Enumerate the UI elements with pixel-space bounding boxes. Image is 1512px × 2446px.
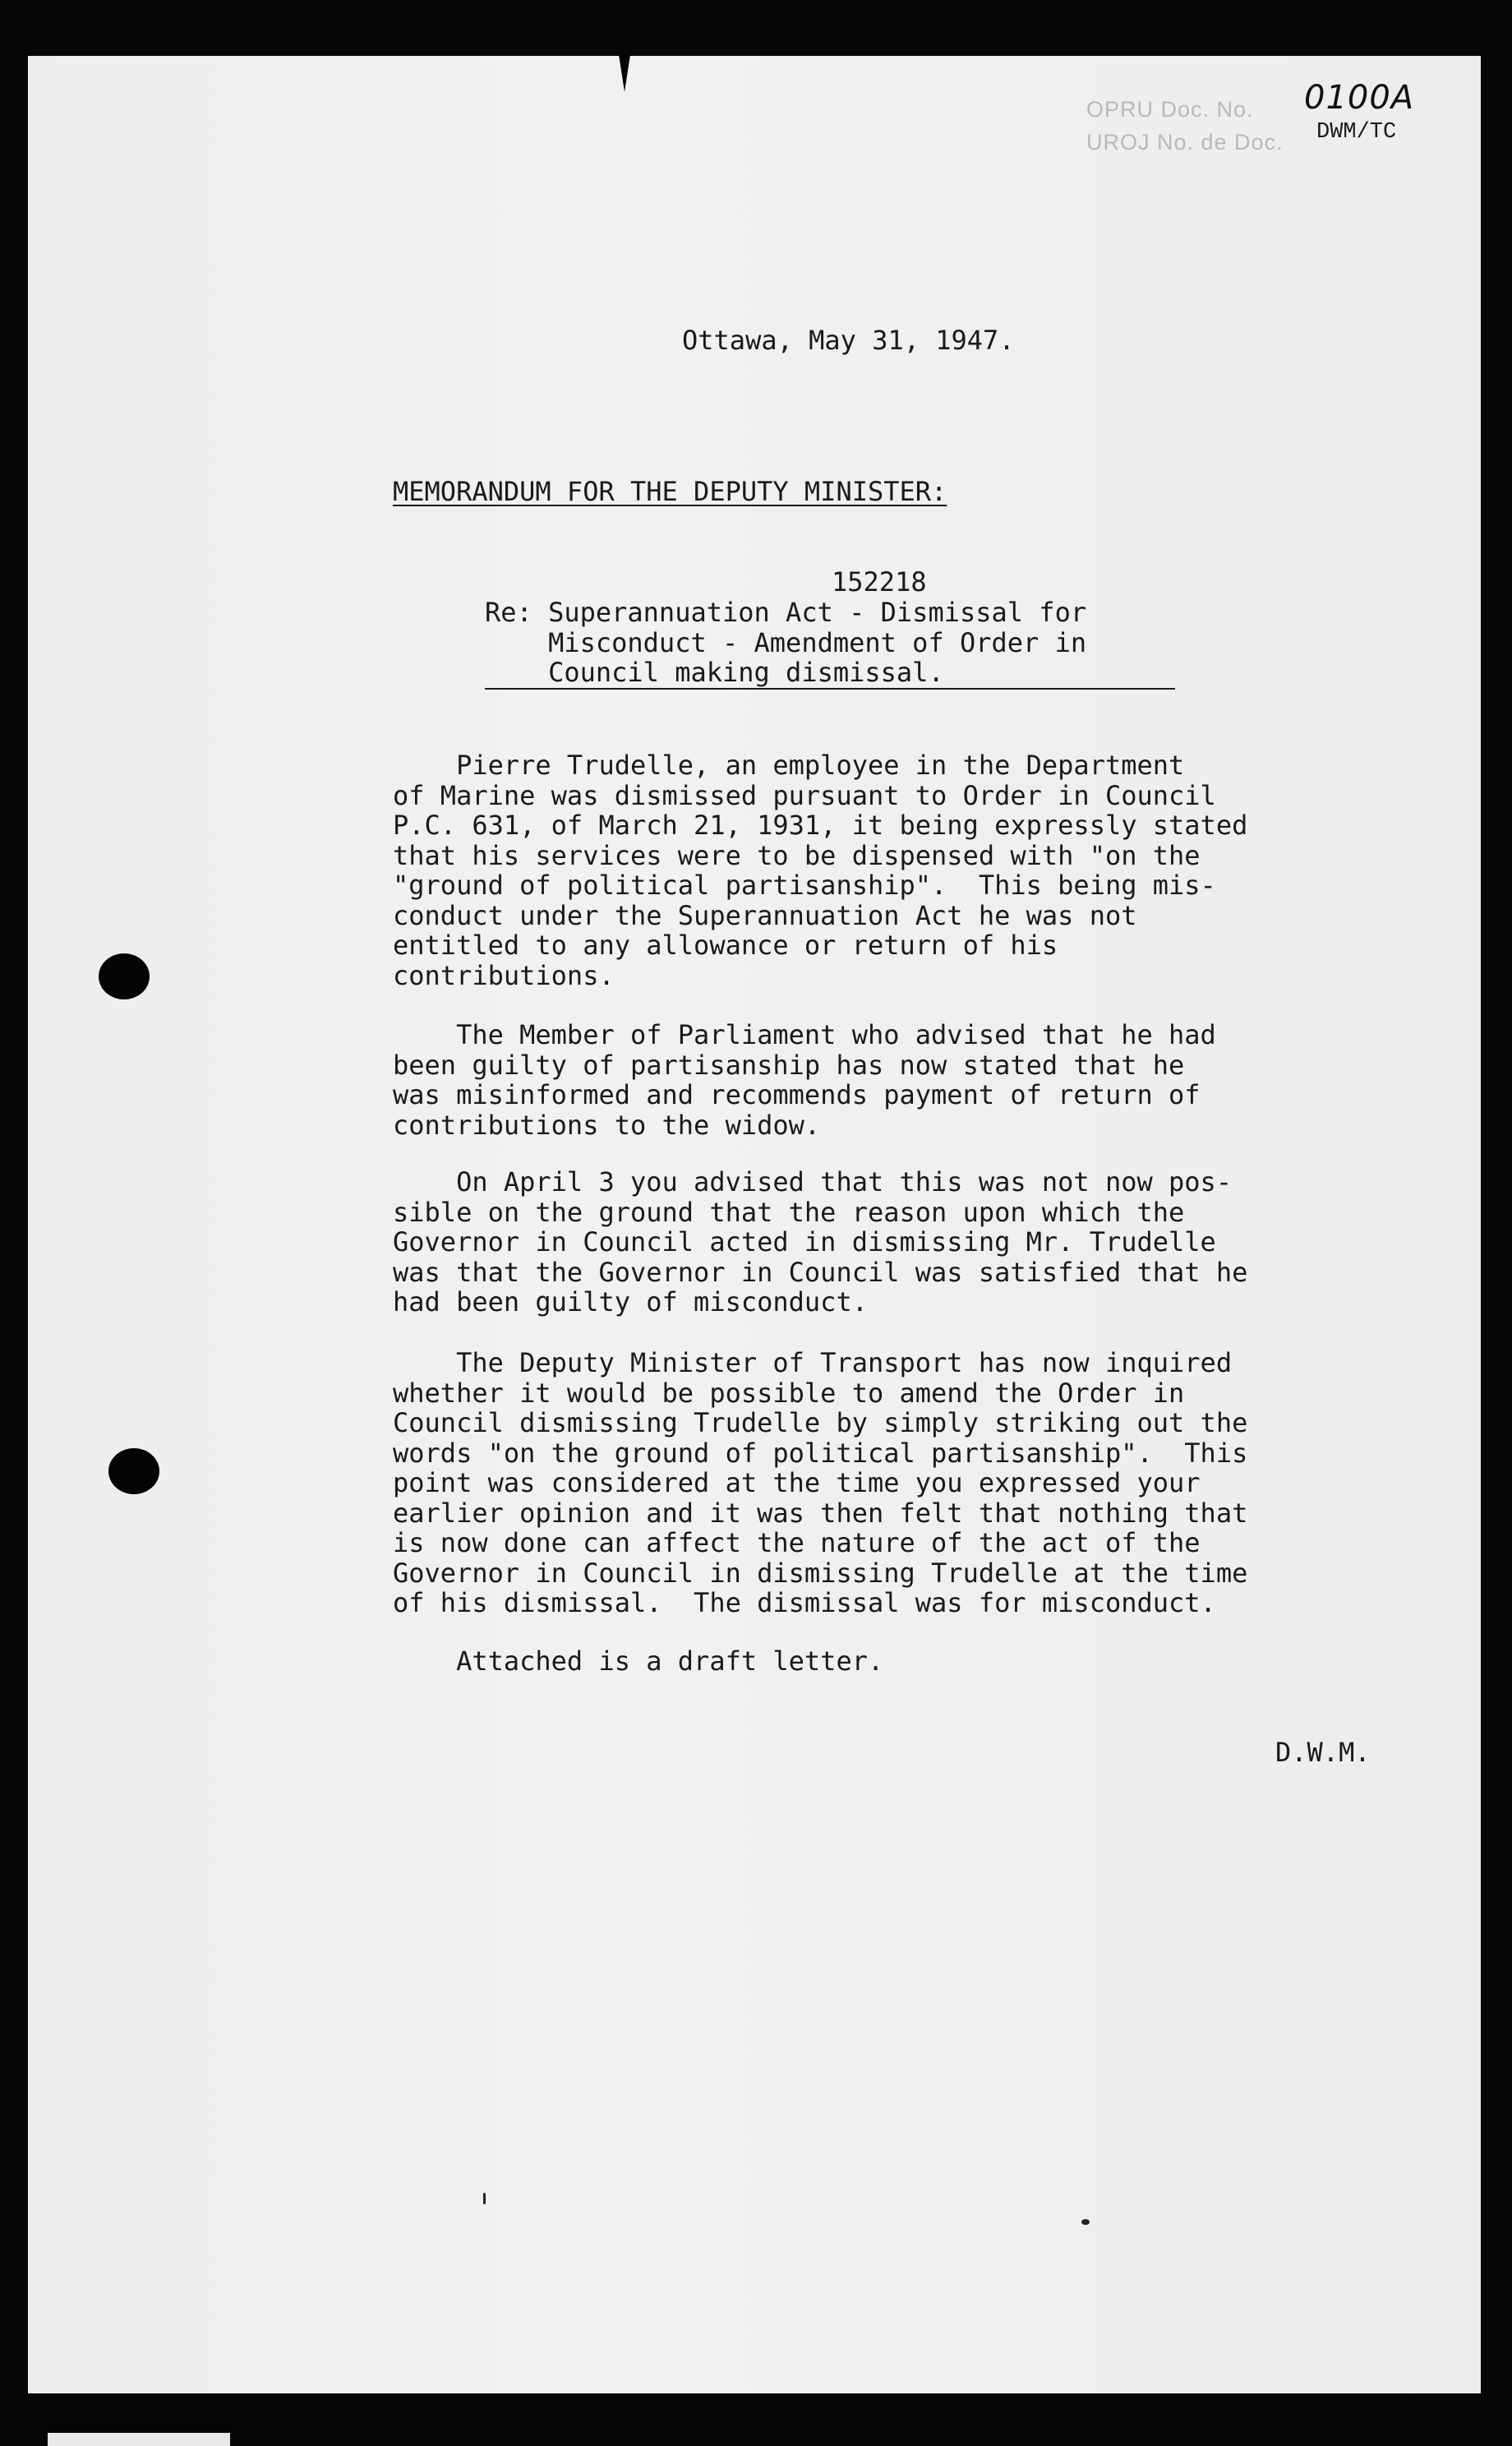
scan-notch bbox=[618, 49, 631, 92]
archive-stamp-line-1: OPRU Doc. No. bbox=[1086, 97, 1254, 122]
paragraph-april-advice: On April 3 you advised that this was not now pos- sible on the ground that the reason upon which the Governor in Council acted in dismissing Mr. Trudelle was that the Governor in Council was satisfied that he had been guilty of misconduct. bbox=[393, 1166, 1248, 1318]
paragraph-dismissal: Pierre Trudelle, an employee in the Department of Marine was dismissed pursuant to Order in Council P.C. 631, of March 21, 1931, it being expressly stated that his services were to be dispensed with "on the "ground of political partisanship". This being mis- conduct under the Superannuation Act he was not entitled to any allowance or return of his contributions. bbox=[393, 750, 1248, 991]
paragraph-member-of-parliament: The Member of Parliament who advised that he had been guilty of partisanship has now stated that he was misinformed and recommends payment of return of contributions to the widow. bbox=[393, 1019, 1216, 1141]
date-line: Ottawa, May 31, 1947. bbox=[682, 325, 1015, 356]
ink-speck bbox=[1081, 2219, 1090, 2225]
archive-stamp-line-2: UROJ No. de Doc. bbox=[1086, 130, 1284, 155]
film-edge-strip bbox=[48, 2433, 230, 2446]
subject-block: Re: Superannuation Act - Dismissal for Misconduct - Amendment of Order in Council making dismissal. bbox=[485, 597, 1087, 688]
handwritten-doc-number: 0100A bbox=[1304, 79, 1415, 117]
reference-code: DWM/TC bbox=[1316, 120, 1397, 145]
punch-hole-lower bbox=[108, 1448, 159, 1494]
memo-heading: MEMORANDUM FOR THE DEPUTY MINISTER: bbox=[393, 476, 947, 507]
file-number: 152218 bbox=[832, 566, 927, 598]
paragraph-attachment: Attached is a draft letter. bbox=[393, 1645, 884, 1677]
ink-speck bbox=[483, 2193, 486, 2204]
signature-initials: D.W.M. bbox=[1275, 1737, 1371, 1768]
punch-hole-upper bbox=[99, 953, 150, 999]
subject-underline bbox=[485, 688, 1175, 690]
paragraph-deputy-minister-transport: The Deputy Minister of Transport has now inquired whether it would be possible to amend the Order in Council dismissing Trudelle by simply striking out the words "on the ground of political partisanship". This point was considered at the time you expressed your earlier opinion and it was then felt that nothing that is now done can affect the nature of the act of the Governor in Council in dismissing Trudelle at the time of his dismissal. The dismissal was for misconduct. bbox=[393, 1347, 1248, 1618]
